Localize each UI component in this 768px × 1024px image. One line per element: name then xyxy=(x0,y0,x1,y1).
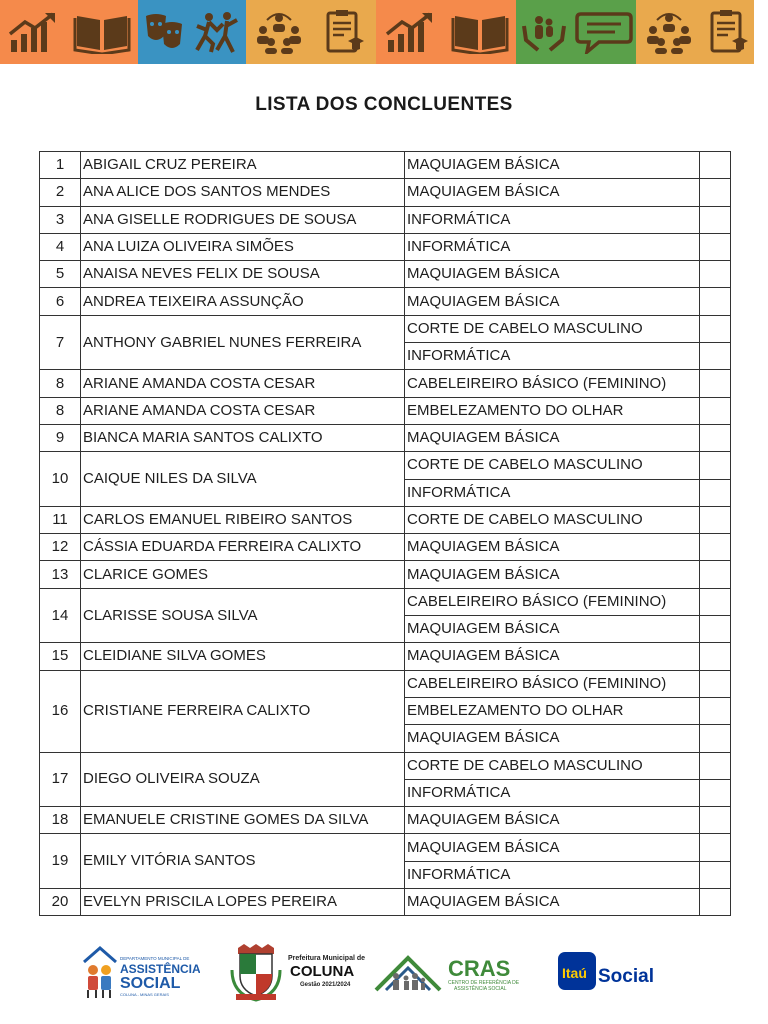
course-name: INFORMÁTICA xyxy=(405,861,700,888)
table-row xyxy=(40,452,731,479)
row-number: 15 xyxy=(40,643,81,670)
table-row xyxy=(40,315,731,342)
student-name: CARLOS EMANUEL RIBEIRO SANTOS xyxy=(81,506,405,533)
student-name: CAIQUE NILES DA SILVA xyxy=(81,452,405,507)
row-number: 2 xyxy=(40,179,81,206)
student-name: CRISTIANE FERREIRA CALIXTO xyxy=(81,670,405,752)
course-name: CORTE DE CABELO MASCULINO xyxy=(405,752,700,779)
student-name: BIANCA MARIA SANTOS CALIXTO xyxy=(81,424,405,451)
blank-cell xyxy=(700,261,731,288)
open-book-icon xyxy=(444,0,516,64)
student-name: CÁSSIA EDUARDA FERREIRA CALIXTO xyxy=(81,534,405,561)
prefeitura-coluna-logo xyxy=(228,940,370,1004)
row-number: 14 xyxy=(40,588,81,643)
row-number: 8 xyxy=(40,397,81,424)
blank-cell xyxy=(700,752,731,779)
table-row xyxy=(40,534,731,561)
blank-cell xyxy=(700,479,731,506)
certificate-icon xyxy=(312,0,376,64)
growth-chart-icon xyxy=(376,0,444,64)
table-row xyxy=(40,288,731,315)
course-name: MAQUIAGEM BÁSICA xyxy=(405,534,700,561)
blank-cell xyxy=(700,288,731,315)
table-row xyxy=(40,643,731,670)
row-number: 11 xyxy=(40,506,81,533)
course-name: MAQUIAGEM BÁSICA xyxy=(405,807,700,834)
course-name: MAQUIAGEM BÁSICA xyxy=(405,725,700,752)
table-row xyxy=(40,261,731,288)
course-name: INFORMÁTICA xyxy=(405,779,700,806)
table-row xyxy=(40,206,731,233)
student-name: ARIANE AMANDA COSTA CESAR xyxy=(81,370,405,397)
blank-cell xyxy=(700,315,731,342)
prefeitura-gestao-text: Gestão 2021/2024 xyxy=(300,982,351,988)
blank-cell xyxy=(700,206,731,233)
assistencia-line1-text: ASSISTÊNCIA xyxy=(120,962,200,976)
course-name: MAQUIAGEM BÁSICA xyxy=(405,288,700,315)
blank-cell xyxy=(700,588,731,615)
row-number: 3 xyxy=(40,206,81,233)
table-row xyxy=(40,233,731,260)
course-name: CABELEIREIRO BÁSICO (FEMININO) xyxy=(405,588,700,615)
assistencia-tag-text: COLUNA - MINAS GERAIS xyxy=(120,992,169,997)
student-name: ANDREA TEIXEIRA ASSUNÇÃO xyxy=(81,288,405,315)
blank-cell xyxy=(700,506,731,533)
blank-cell xyxy=(700,834,731,861)
blank-cell xyxy=(700,779,731,806)
course-name: MAQUIAGEM BÁSICA xyxy=(405,261,700,288)
student-name: ANAISA NEVES FELIX DE SOUSA xyxy=(81,261,405,288)
table-row xyxy=(40,506,731,533)
student-name: CLARICE GOMES xyxy=(81,561,405,588)
course-name: MAQUIAGEM BÁSICA xyxy=(405,834,700,861)
blank-cell xyxy=(700,861,731,888)
cras-sub1-text: CENTRO DE REFERÊNCIA DE xyxy=(448,980,520,986)
itau-social-text: Social xyxy=(598,966,654,987)
table-row xyxy=(40,889,731,916)
coat-of-arms-icon xyxy=(232,944,280,1000)
chat-bubble-icon xyxy=(572,0,636,64)
row-number: 16 xyxy=(40,670,81,752)
course-name: MAQUIAGEM BÁSICA xyxy=(405,152,700,179)
student-name: EMILY VITÓRIA SANTOS xyxy=(81,834,405,889)
course-name: INFORMÁTICA xyxy=(405,206,700,233)
student-name: EMANUELE CRISTINE GOMES DA SILVA xyxy=(81,807,405,834)
footer-logos xyxy=(0,940,768,1004)
blank-cell xyxy=(700,643,731,670)
table-row xyxy=(40,152,731,179)
cras-name-text: CRAS xyxy=(448,956,511,981)
course-name: EMBELEZAMENTO DO OLHAR xyxy=(405,397,700,424)
assistencia-line2-text: SOCIAL xyxy=(120,975,181,992)
table-row xyxy=(40,834,731,861)
blank-cell xyxy=(700,616,731,643)
course-name: INFORMÁTICA xyxy=(405,343,700,370)
table-row xyxy=(40,397,731,424)
table-row xyxy=(40,807,731,834)
header-banner xyxy=(0,0,768,64)
blank-cell xyxy=(700,889,731,916)
group-meeting-icon xyxy=(636,0,702,64)
row-number: 4 xyxy=(40,233,81,260)
page-title: LISTA DOS CONCLUENTES xyxy=(255,94,513,115)
prefeitura-city-text: COLUNA xyxy=(290,963,355,980)
table-row xyxy=(40,670,731,697)
course-name: MAQUIAGEM BÁSICA xyxy=(405,561,700,588)
theater-masks-icon xyxy=(138,0,190,64)
concluentes-table-body xyxy=(40,152,731,916)
row-number: 13 xyxy=(40,561,81,588)
row-number: 1 xyxy=(40,152,81,179)
row-number: 6 xyxy=(40,288,81,315)
course-name: INFORMÁTICA xyxy=(405,479,700,506)
group-meeting-icon xyxy=(246,0,312,64)
certificate-icon xyxy=(702,0,754,64)
blank-cell xyxy=(700,179,731,206)
student-name: CLARISSE SOUSA SILVA xyxy=(81,588,405,643)
course-name: CABELEIREIRO BÁSICO (FEMININO) xyxy=(405,370,700,397)
course-name: INFORMÁTICA xyxy=(405,233,700,260)
student-name: EVELYN PRISCILA LOPES PEREIRA xyxy=(81,889,405,916)
assistencia-social-logo xyxy=(80,940,200,1004)
row-number: 12 xyxy=(40,534,81,561)
blank-cell xyxy=(700,725,731,752)
course-name: MAQUIAGEM BÁSICA xyxy=(405,179,700,206)
row-number: 19 xyxy=(40,834,81,889)
student-name: ANTHONY GABRIEL NUNES FERREIRA xyxy=(81,315,405,370)
growth-chart-icon xyxy=(0,0,66,64)
student-name: ANA LUIZA OLIVEIRA SIMÕES xyxy=(81,233,405,260)
row-number: 20 xyxy=(40,889,81,916)
student-name: ABIGAIL CRUZ PEREIRA xyxy=(81,152,405,179)
blank-cell xyxy=(700,807,731,834)
blank-cell xyxy=(700,670,731,697)
row-number: 18 xyxy=(40,807,81,834)
prefeitura-label-text: Prefeitura Municipal de xyxy=(288,955,366,962)
course-name: MAQUIAGEM BÁSICA xyxy=(405,424,700,451)
row-number: 17 xyxy=(40,752,81,807)
blank-cell xyxy=(700,424,731,451)
row-number: 7 xyxy=(40,315,81,370)
course-name: EMBELEZAMENTO DO OLHAR xyxy=(405,697,700,724)
student-name: DIEGO OLIVEIRA SOUZA xyxy=(81,752,405,807)
blank-cell xyxy=(700,343,731,370)
student-name: CLEIDIANE SILVA GOMES xyxy=(81,643,405,670)
table-row xyxy=(40,424,731,451)
blank-cell xyxy=(700,697,731,724)
assistencia-dept-text: DEPARTAMENTO MUNICIPAL DE xyxy=(120,956,190,961)
dancers-icon xyxy=(190,0,246,64)
course-name: MAQUIAGEM BÁSICA xyxy=(405,616,700,643)
student-name: ANA ALICE DOS SANTOS MENDES xyxy=(81,179,405,206)
blank-cell xyxy=(700,370,731,397)
open-book-icon xyxy=(66,0,138,64)
concluentes-table xyxy=(39,151,731,916)
student-name: ANA GISELLE RODRIGUES DE SOUSA xyxy=(81,206,405,233)
course-name: CORTE DE CABELO MASCULINO xyxy=(405,452,700,479)
care-hands-icon xyxy=(516,0,572,64)
table-row xyxy=(40,588,731,615)
course-name: MAQUIAGEM BÁSICA xyxy=(405,643,700,670)
student-name: ARIANE AMANDA COSTA CESAR xyxy=(81,397,405,424)
blank-cell xyxy=(700,561,731,588)
table-row xyxy=(40,179,731,206)
blank-cell xyxy=(700,534,731,561)
course-name: CORTE DE CABELO MASCULINO xyxy=(405,315,700,342)
blank-cell xyxy=(700,233,731,260)
itau-social-logo xyxy=(556,940,656,1004)
table-row xyxy=(40,561,731,588)
table-row xyxy=(40,752,731,779)
row-number: 10 xyxy=(40,452,81,507)
row-number: 8 xyxy=(40,370,81,397)
row-number: 5 xyxy=(40,261,81,288)
blank-cell xyxy=(700,452,731,479)
row-number: 9 xyxy=(40,424,81,451)
course-name: CABELEIREIRO BÁSICO (FEMININO) xyxy=(405,670,700,697)
cras-logo xyxy=(374,940,522,1004)
itau-brand-text: Itaú xyxy=(562,965,587,981)
course-name: MAQUIAGEM BÁSICA xyxy=(405,889,700,916)
blank-cell xyxy=(700,152,731,179)
course-name: CORTE DE CABELO MASCULINO xyxy=(405,506,700,533)
table-row xyxy=(40,370,731,397)
blank-cell xyxy=(700,397,731,424)
cras-sub2-text: ASSISTÊNCIA SOCIAL xyxy=(454,986,507,992)
